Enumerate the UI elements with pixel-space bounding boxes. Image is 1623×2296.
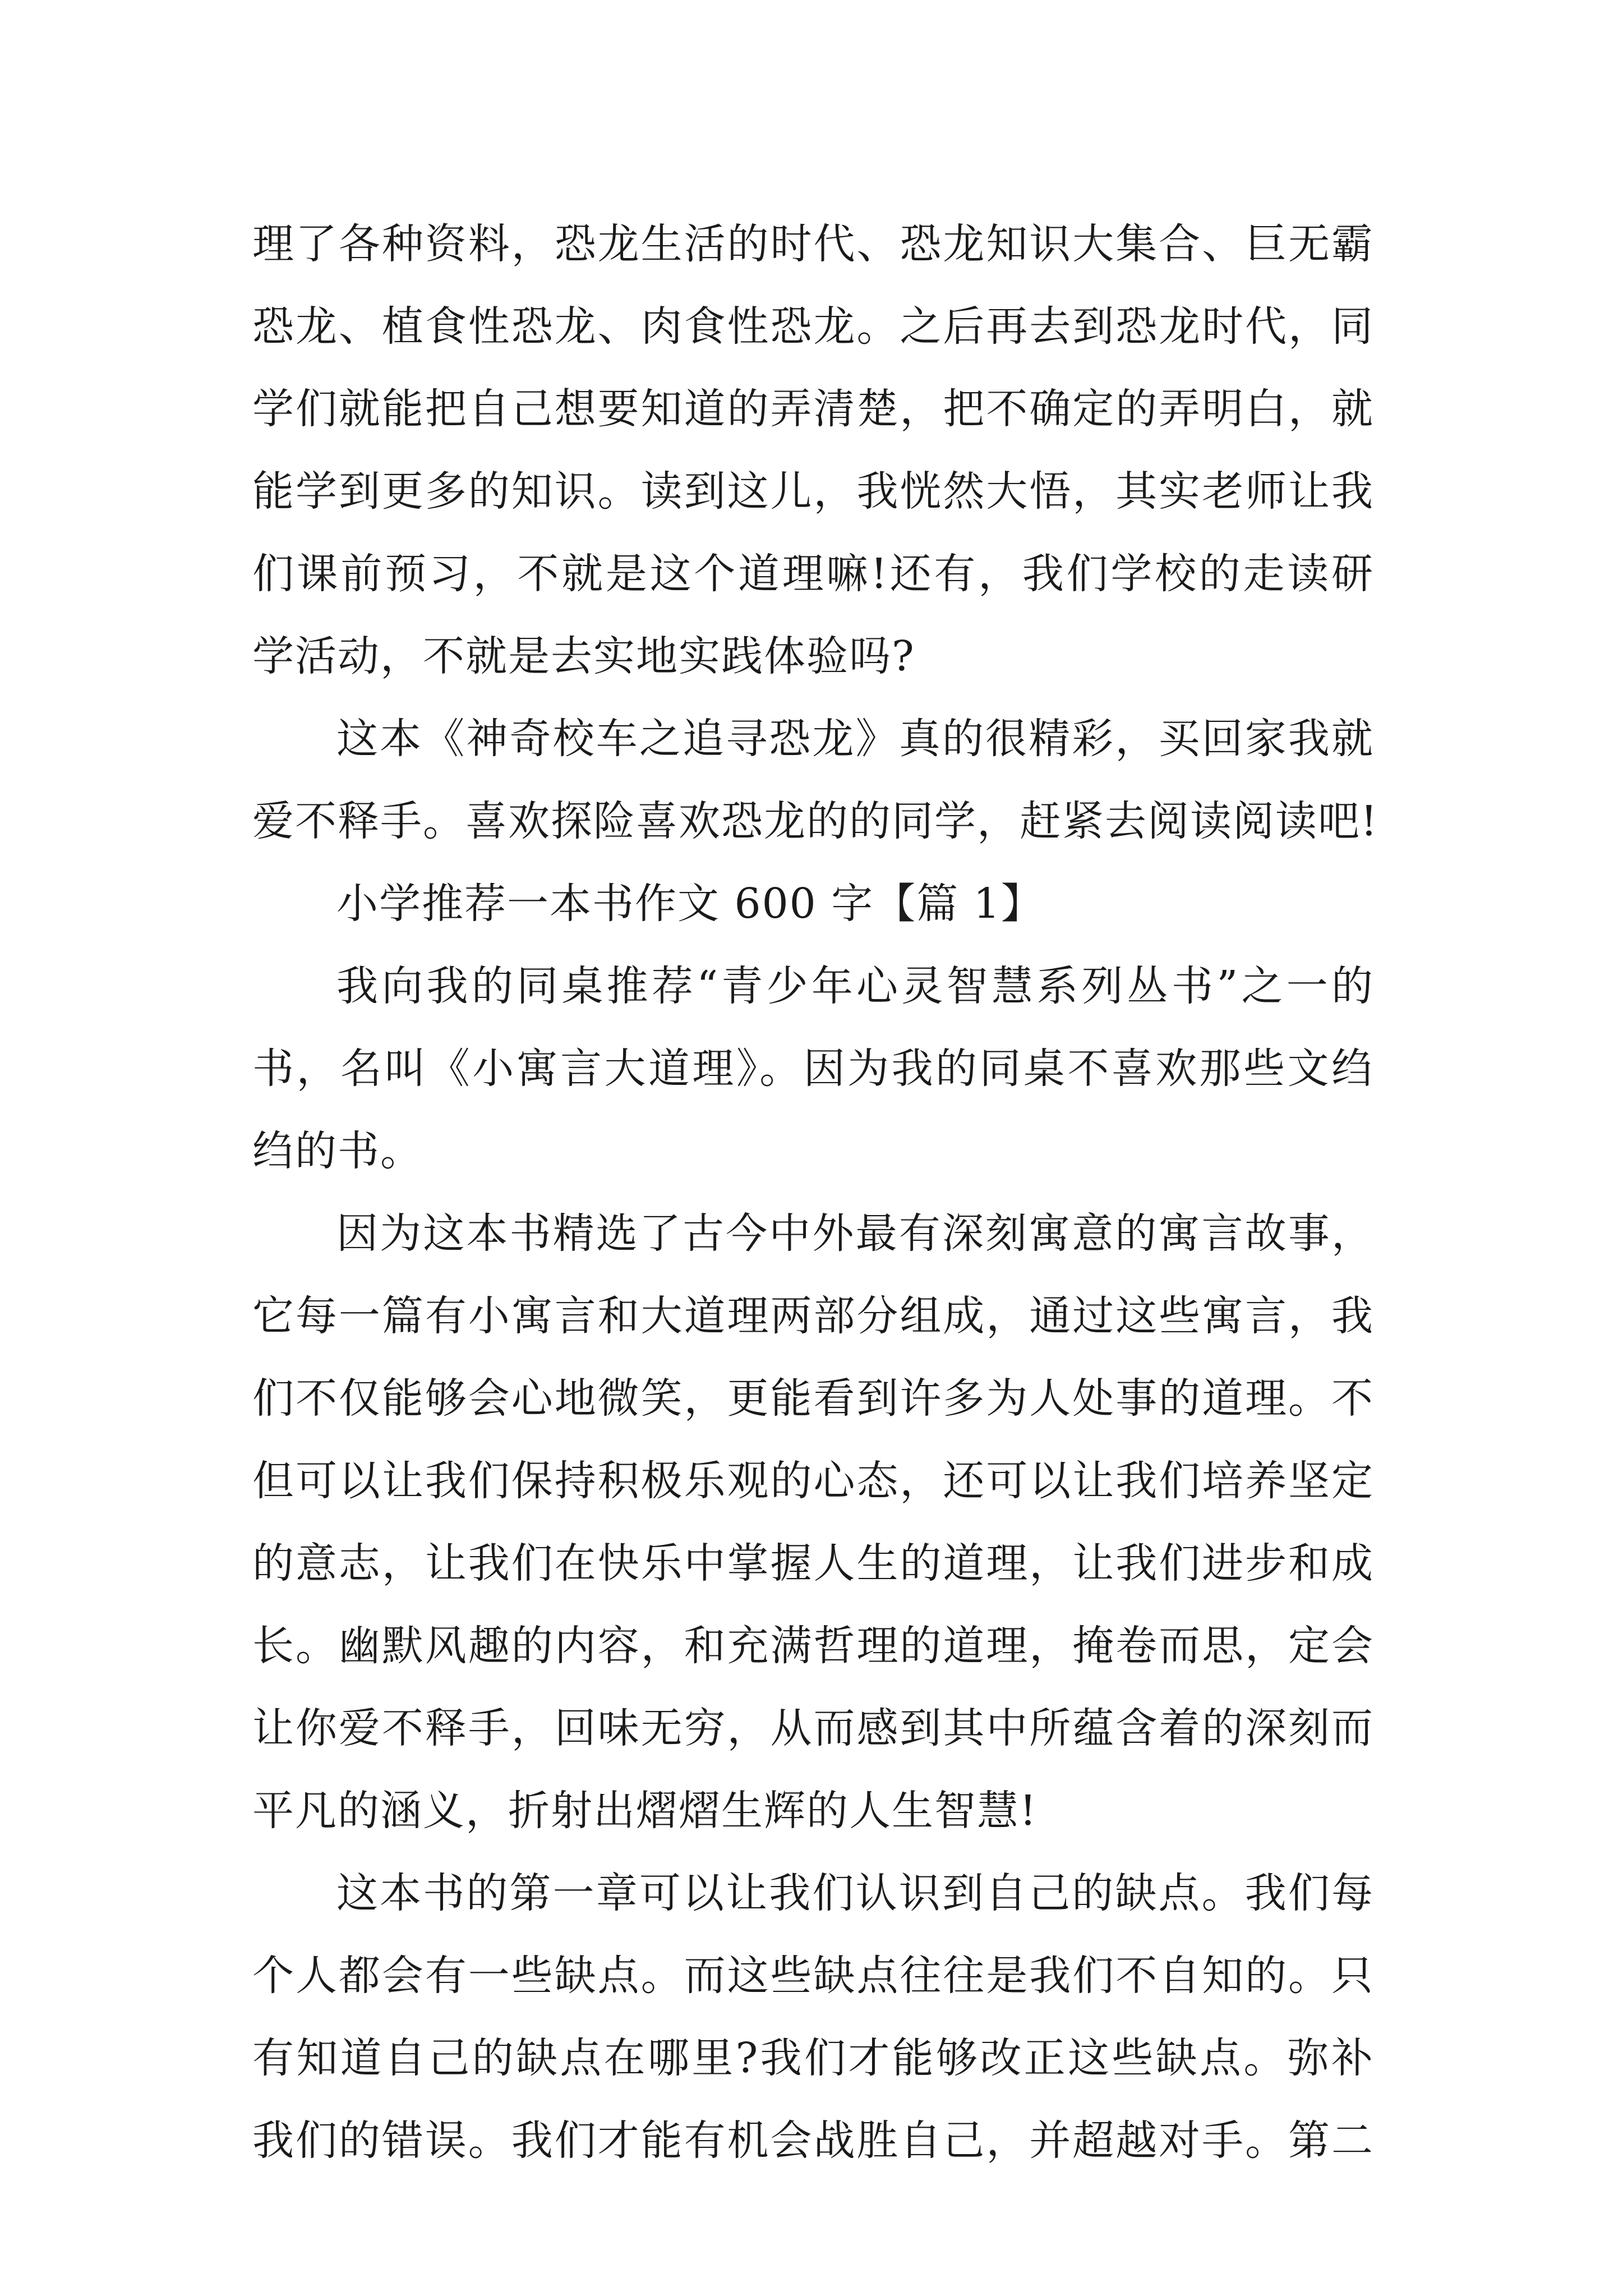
text-line: 有知道自己的缺点在哪里?我们才能够改正这些缺点。弥补 <box>252 2034 1374 2082</box>
text-line: 绉的书。 <box>252 1127 423 1175</box>
text-line: 们课前预习，不就是这个道理嘛!还有，我们学校的走读研 <box>252 550 1374 598</box>
text-line: 小学推荐一本书作文 600 字【篇 1】 <box>336 880 1044 928</box>
essay-text <box>252 203 1378 2182</box>
text-line: 但可以让我们保持积极乐观的心态，还可以让我们培养坚定 <box>252 1457 1374 1505</box>
text-line: 让你爱不释手，回味无穷，从而感到其中所蕴含着的深刻而 <box>252 1704 1374 1752</box>
text-line: 因为这本书精选了古今中外最有深刻寓意的寓言故事， <box>336 1209 1374 1258</box>
text-line: 这本书的第一章可以让我们认识到自己的缺点。我们每 <box>336 1869 1374 1917</box>
text-line: 我向我的同桌推荐“青少年心灵智慧系列丛书”之一的 <box>336 962 1374 1010</box>
text-line: 长。幽默风趣的内容，和充满哲理的道理，掩卷而思，定会 <box>252 1622 1374 1670</box>
text-line: 学活动，不就是去实地实践体验吗? <box>252 632 915 680</box>
text-line: 个人都会有一些缺点。而这些缺点往往是我们不自知的。只 <box>252 1952 1374 2000</box>
text-line: 书，名叫《小寓言大道理》。因为我的同桌不喜欢那些文绉 <box>252 1045 1374 1093</box>
text-line: 的意志，让我们在快乐中掌握人生的道理，让我们进步和成 <box>252 1539 1374 1588</box>
text-line: 这本《神奇校车之追寻恐龙》真的很精彩，买回家我就 <box>336 715 1374 763</box>
text-line: 学们就能把自己想要知道的弄清楚，把不确定的弄明白，就 <box>252 385 1374 433</box>
text-line: 恐龙、植食性恐龙、肉食性恐龙。之后再去到恐龙时代，同 <box>252 302 1374 351</box>
text-line: 它每一篇有小寓言和大道理两部分组成，通过这些寓言，我 <box>252 1292 1374 1340</box>
text-line: 我们的错误。我们才能有机会战胜自己，并超越对手。第二 <box>252 2116 1374 2165</box>
text-line: 平凡的涵义，折射出熠熠生辉的人生智慧! <box>252 1787 1038 1835</box>
text-line: 们不仅能够会心地微笑，更能看到许多为人处事的道理。不 <box>252 1374 1374 1423</box>
text-line: 能学到更多的知识。读到这儿，我恍然大悟，其实老师让我 <box>252 467 1374 516</box>
text-line: 爱不释手。喜欢探险喜欢恐龙的的同学，赶紧去阅读阅读吧! <box>252 797 1378 845</box>
text-line: 理了各种资料，恐龙生活的时代、恐龙知识大集合、巨无霸 <box>252 220 1374 268</box>
